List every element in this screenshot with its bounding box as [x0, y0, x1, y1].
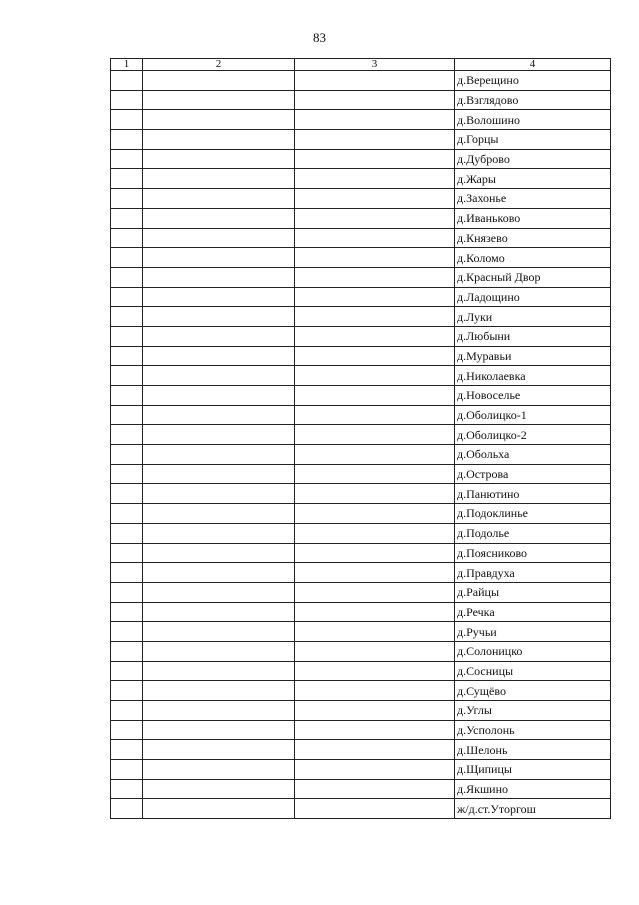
settlement-name: д.Волошино	[455, 110, 611, 130]
empty-cell	[111, 602, 143, 622]
settlement-name: д.Муравьи	[455, 346, 611, 366]
empty-cell	[295, 130, 455, 150]
empty-cell	[295, 287, 455, 307]
empty-cell	[143, 720, 295, 740]
empty-cell	[143, 543, 295, 563]
table-row	[111, 760, 611, 780]
table-row	[111, 386, 611, 406]
table-row	[111, 405, 611, 425]
table-row	[111, 287, 611, 307]
settlement-name: д.Правдуха	[455, 563, 611, 583]
empty-cell	[143, 641, 295, 661]
empty-cell	[111, 563, 143, 583]
settlement-name: д.Углы	[455, 701, 611, 721]
table-row	[111, 267, 611, 287]
empty-cell	[111, 504, 143, 524]
page-number: 83	[313, 30, 326, 45]
table-row	[111, 464, 611, 484]
empty-cell	[143, 287, 295, 307]
empty-cell	[143, 169, 295, 189]
table-row	[111, 169, 611, 189]
settlement-name: д.Подоклинье	[455, 504, 611, 524]
table-row	[111, 366, 611, 386]
empty-cell	[143, 563, 295, 583]
empty-cell	[295, 169, 455, 189]
settlement-name: д.Райцы	[455, 582, 611, 602]
empty-cell	[295, 740, 455, 760]
empty-cell	[143, 582, 295, 602]
table-row	[111, 90, 611, 110]
empty-cell	[295, 661, 455, 681]
settlement-name: д.Острова	[455, 464, 611, 484]
empty-cell	[295, 622, 455, 642]
empty-cell	[143, 326, 295, 346]
empty-cell	[111, 740, 143, 760]
empty-cell	[143, 740, 295, 760]
empty-cell	[143, 661, 295, 681]
empty-cell	[111, 720, 143, 740]
empty-cell	[143, 90, 295, 110]
empty-cell	[111, 267, 143, 287]
settlement-name: д.Жары	[455, 169, 611, 189]
settlement-name: д.Обольха	[455, 445, 611, 465]
table-row	[111, 346, 611, 366]
empty-cell	[295, 326, 455, 346]
empty-cell	[143, 681, 295, 701]
table-row	[111, 661, 611, 681]
table-row	[111, 189, 611, 209]
table-row	[111, 307, 611, 327]
settlement-name: д.Шелонь	[455, 740, 611, 760]
empty-cell	[143, 149, 295, 169]
empty-cell	[111, 228, 143, 248]
empty-cell	[295, 149, 455, 169]
empty-cell	[111, 386, 143, 406]
empty-cell	[143, 760, 295, 780]
settlement-name: д.Сосницы	[455, 661, 611, 681]
empty-cell	[111, 130, 143, 150]
empty-cell	[143, 445, 295, 465]
empty-cell	[111, 760, 143, 780]
empty-cell	[111, 779, 143, 799]
empty-cell	[295, 504, 455, 524]
empty-cell	[295, 582, 455, 602]
empty-cell	[295, 208, 455, 228]
empty-cell	[143, 405, 295, 425]
empty-cell	[111, 661, 143, 681]
table-row	[111, 71, 611, 91]
empty-cell	[295, 386, 455, 406]
empty-cell	[295, 602, 455, 622]
empty-cell	[143, 366, 295, 386]
empty-cell	[295, 425, 455, 445]
empty-cell	[111, 523, 143, 543]
empty-cell	[111, 366, 143, 386]
empty-cell	[143, 701, 295, 721]
empty-cell	[143, 386, 295, 406]
empty-cell	[111, 149, 143, 169]
column-header-3: 3	[295, 59, 455, 71]
empty-cell	[295, 641, 455, 661]
empty-cell	[111, 582, 143, 602]
empty-cell	[143, 248, 295, 268]
table-row	[111, 720, 611, 740]
table-row	[111, 582, 611, 602]
empty-cell	[295, 405, 455, 425]
empty-cell	[295, 720, 455, 740]
table-row	[111, 425, 611, 445]
empty-cell	[143, 208, 295, 228]
table-row	[111, 799, 611, 819]
table-row	[111, 523, 611, 543]
empty-cell	[295, 90, 455, 110]
table-row	[111, 228, 611, 248]
empty-cell	[143, 484, 295, 504]
table-row	[111, 543, 611, 563]
empty-cell	[111, 799, 143, 819]
empty-cell	[295, 445, 455, 465]
table-row	[111, 563, 611, 583]
settlement-name: ж/д.ст.Уторгош	[455, 799, 611, 819]
table-row	[111, 149, 611, 169]
settlements-table	[110, 58, 611, 819]
settlement-name: д.Николаевка	[455, 366, 611, 386]
settlement-name: д.Подолье	[455, 523, 611, 543]
empty-cell	[111, 287, 143, 307]
empty-cell	[295, 346, 455, 366]
empty-cell	[143, 110, 295, 130]
empty-cell	[295, 563, 455, 583]
table-row	[111, 779, 611, 799]
empty-cell	[111, 90, 143, 110]
empty-cell	[295, 228, 455, 248]
empty-cell	[111, 641, 143, 661]
table-row	[111, 701, 611, 721]
empty-cell	[143, 307, 295, 327]
empty-cell	[111, 248, 143, 268]
empty-cell	[295, 307, 455, 327]
empty-cell	[295, 464, 455, 484]
empty-cell	[111, 346, 143, 366]
empty-cell	[111, 71, 143, 91]
empty-cell	[111, 484, 143, 504]
empty-cell	[111, 110, 143, 130]
settlement-name: д.Панютино	[455, 484, 611, 504]
empty-cell	[295, 366, 455, 386]
settlement-name: д.Новоселье	[455, 386, 611, 406]
empty-cell	[143, 346, 295, 366]
empty-cell	[143, 130, 295, 150]
empty-cell	[295, 248, 455, 268]
table-row	[111, 740, 611, 760]
column-header-1: 1	[111, 59, 143, 71]
empty-cell	[295, 484, 455, 504]
empty-cell	[111, 169, 143, 189]
empty-cell	[111, 326, 143, 346]
table-row	[111, 641, 611, 661]
settlement-name: д.Горцы	[455, 130, 611, 150]
empty-cell	[111, 701, 143, 721]
settlement-name: д.Луки	[455, 307, 611, 327]
settlement-name: д.Дуброво	[455, 149, 611, 169]
table-row	[111, 681, 611, 701]
empty-cell	[143, 267, 295, 287]
table-row	[111, 602, 611, 622]
empty-cell	[143, 622, 295, 642]
empty-cell	[295, 71, 455, 91]
settlement-name: д.Оболицко-1	[455, 405, 611, 425]
empty-cell	[143, 602, 295, 622]
settlement-name: д.Речка	[455, 602, 611, 622]
settlement-name: д.Щипицы	[455, 760, 611, 780]
settlement-name: д.Взглядово	[455, 90, 611, 110]
empty-cell	[295, 267, 455, 287]
table-row	[111, 130, 611, 150]
empty-cell	[111, 445, 143, 465]
empty-cell	[295, 523, 455, 543]
table-row	[111, 110, 611, 130]
settlement-name: д.Верещино	[455, 71, 611, 91]
settlement-name: д.Поясниково	[455, 543, 611, 563]
settlement-name: д.Князево	[455, 228, 611, 248]
empty-cell	[111, 681, 143, 701]
table-row	[111, 326, 611, 346]
empty-cell	[111, 307, 143, 327]
table-body	[111, 71, 611, 819]
settlement-name: д.Ручьи	[455, 622, 611, 642]
settlement-name: д.Любыни	[455, 326, 611, 346]
settlement-name: д.Коломо	[455, 248, 611, 268]
column-header-4: 4	[455, 59, 611, 71]
empty-cell	[111, 543, 143, 563]
table-row	[111, 622, 611, 642]
table-row	[111, 484, 611, 504]
empty-cell	[143, 504, 295, 524]
settlement-name: д.Ладощино	[455, 287, 611, 307]
empty-cell	[111, 425, 143, 445]
empty-cell	[295, 189, 455, 209]
table-row	[111, 504, 611, 524]
table-row	[111, 248, 611, 268]
settlement-name: д.Иваньково	[455, 208, 611, 228]
settlement-name: д.Сущёво	[455, 681, 611, 701]
empty-cell	[111, 464, 143, 484]
empty-cell	[143, 189, 295, 209]
empty-cell	[295, 701, 455, 721]
empty-cell	[111, 208, 143, 228]
empty-cell	[111, 189, 143, 209]
empty-cell	[295, 110, 455, 130]
empty-cell	[295, 681, 455, 701]
empty-cell	[143, 228, 295, 248]
empty-cell	[295, 543, 455, 563]
table-header-row	[111, 59, 611, 71]
empty-cell	[143, 779, 295, 799]
empty-cell	[111, 405, 143, 425]
settlement-name: д.Усполонь	[455, 720, 611, 740]
settlement-name: д.Захонье	[455, 189, 611, 209]
empty-cell	[143, 523, 295, 543]
column-header-2: 2	[143, 59, 295, 71]
empty-cell	[295, 760, 455, 780]
empty-cell	[295, 799, 455, 819]
settlement-name: д.Красный Двор	[455, 267, 611, 287]
empty-cell	[111, 622, 143, 642]
empty-cell	[143, 799, 295, 819]
empty-cell	[143, 425, 295, 445]
settlement-name: д.Солоницко	[455, 641, 611, 661]
empty-cell	[295, 779, 455, 799]
settlement-name: д.Якшино	[455, 779, 611, 799]
settlement-name: д.Оболицко-2	[455, 425, 611, 445]
empty-cell	[143, 71, 295, 91]
empty-cell	[143, 464, 295, 484]
table-row	[111, 208, 611, 228]
table-row	[111, 445, 611, 465]
